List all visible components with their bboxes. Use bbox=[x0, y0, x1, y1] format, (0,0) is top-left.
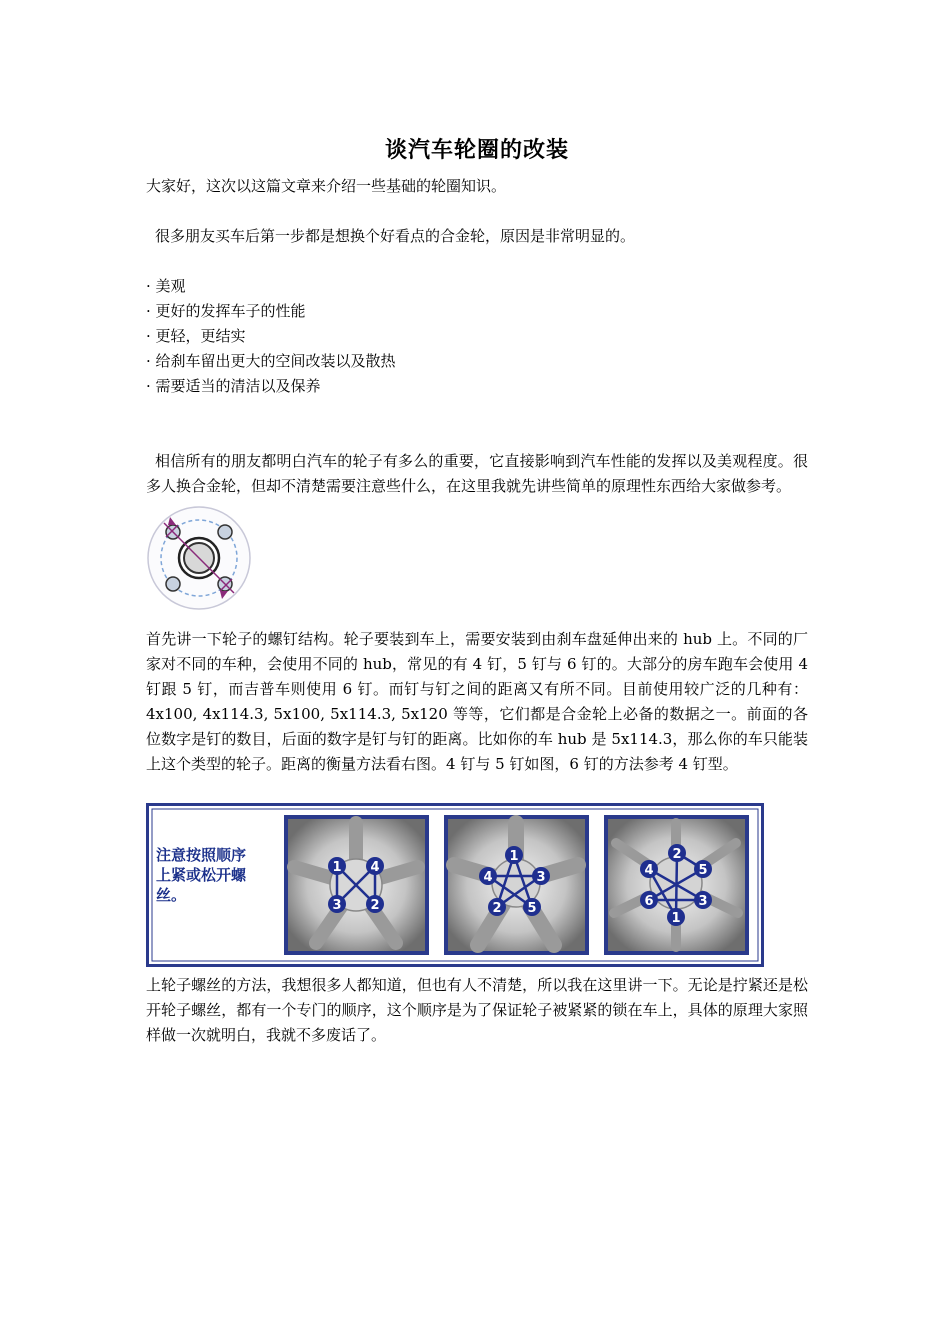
wheel-5-bolt-panel bbox=[444, 815, 589, 955]
lug-nut-order-figure bbox=[146, 803, 764, 967]
document-title: 谈汽车轮圈的改装 bbox=[384, 137, 569, 163]
bolt-number: 3 bbox=[698, 894, 708, 909]
intro-paragraph: 大家好，这次以这篇文章来介绍一些基础的轮圈知识。 bbox=[146, 177, 507, 195]
bullet-list bbox=[146, 274, 808, 399]
bolt-number: 2 bbox=[492, 901, 502, 916]
bolt-number: 5 bbox=[527, 901, 537, 916]
bullet-item: · 需要适当的清洁以及保养 bbox=[146, 377, 321, 395]
paragraph-bolt-pattern: 首先讲一下轮子的螺钉结构。轮子要装到车上，需要安装到由刹车盘延伸出来的 hub 上。不同的厂家对不同的车种，会使用不同的 hub，常见的有 4 钉，5 钉与 6 钉的。大部分的房车跑车会使用 4 钉跟 5 钉，而吉普车则使用 6 钉。而钉与钉之间的距离又有所不同。目前使用较广泛的几种有：4x100, 4x114.3, 5x100, 5x114.3, 5x120 等等，它们都是合金轮上必备的数据之一。前面的各位数字是钉的数目，后面的数字是钉与钉的距离。比如你的车 hub 是 5x114.3，那么你的车只能装上这个类型的轮子。距离的衡量方法看右图。4 钉与 5 钉如图，6 钉的方法参考 4 钉型。 bbox=[146, 630, 808, 773]
wheel-4-bolt-panel bbox=[284, 815, 429, 955]
bolt-number: 6 bbox=[644, 894, 654, 909]
bolt-number: 3 bbox=[332, 898, 342, 913]
bolt-number: 4 bbox=[644, 863, 654, 878]
bolt-number: 1 bbox=[332, 860, 342, 875]
bolt-number: 2 bbox=[672, 847, 682, 862]
bolt-number: 3 bbox=[536, 870, 546, 885]
bullet-item: · 给刹车留出更大的空间改装以及散热 bbox=[146, 352, 396, 370]
bolt-number: 4 bbox=[483, 870, 493, 885]
bolt-number: 4 bbox=[370, 860, 380, 875]
paragraph-reasons: 很多朋友买车后第一步都是想换个好看点的合金轮，原因是非常明显的。 bbox=[155, 227, 636, 245]
bolt-number: 1 bbox=[509, 849, 519, 864]
caption-line: 上紧或松开螺 bbox=[156, 866, 247, 884]
paragraph-importance: 相信所有的朋友都明白汽车的轮子有多么的重要，它直接影响到汽车性能的发挥以及美观程度。很多人换合金轮，但却不清楚需要注意些什么，在这里我就先讲些简单的原理性东西给大家做参考。 bbox=[146, 452, 808, 495]
paragraph-tightening-order: 上轮子螺丝的方法，我想很多人都知道，但也有人不清楚，所以我在这里讲一下。无论是拧紧还是松开轮子螺丝，都有一个专门的顺序，这个顺序是为了保证轮子被紧紧的锁在车上，具体的原理大家照样做一次就明白，我就不多废话了。 bbox=[146, 976, 808, 1044]
pcd-diagram-image bbox=[146, 505, 252, 611]
bolt-number: 1 bbox=[671, 911, 681, 926]
bullet-item: · 美观 bbox=[146, 277, 186, 295]
document-body bbox=[146, 134, 808, 1048]
caption-line: 注意按照顺序 bbox=[156, 846, 247, 864]
bullet-item: · 更轻，更结实 bbox=[146, 327, 246, 345]
bolt-number: 5 bbox=[698, 863, 708, 878]
bolt-number: 2 bbox=[370, 898, 380, 913]
bullet-item: · 更好的发挥车子的性能 bbox=[146, 302, 306, 320]
caption-line: 丝。 bbox=[156, 886, 187, 904]
wheel-6-bolt-panel bbox=[604, 815, 749, 955]
